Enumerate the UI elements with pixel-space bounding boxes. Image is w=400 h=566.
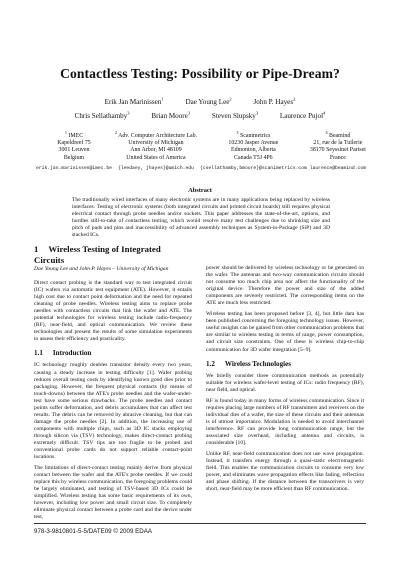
- section-authors: Dae Young Lee and John P. Hayes – University of Michigan: [34, 266, 169, 272]
- affiliations: [36, 129, 366, 172]
- section-heading: 1 Wireless Testing of Integrated Circuits: [34, 244, 161, 265]
- affiliation-block: $^3$ Scanimetrics 10230 Jasper Avenue Edmonton, Alberta Canada T5J 4P6 {csellathamby,bmoore}@scanimetrics.com: [199, 130, 307, 171]
- author-name: Dae Young Lee$^2$: [185, 97, 232, 107]
- author-email: {leedaey, jhayes}@umich.edu: [117, 165, 194, 171]
- author-email: {csellathamby,bmoore}@scanimetrics.com: [199, 165, 307, 171]
- author-email: erik.jan.marinissen@imec.be: [36, 165, 112, 171]
- affiliation-block: $^4$ Beamind 21, rue de la Tuilerie 38170 Seyssinet Pariset France laurence@beamind.com: [309, 130, 366, 171]
- author-name: Brian Moore$^3$: [151, 111, 191, 121]
- body-paragraph: We briefly consider three communication methods as potentially suitable for wireless wafer-level testing of ICs: radio frequency (RF), near field, and optical.: [206, 372, 364, 393]
- author-name: Laurence Pujol$^4$: [279, 111, 326, 121]
- body-paragraph: power should be delivered by wireless technology or be generated on the wafer. The antennas and two-way communication circuits should not consume too much chip area nor affect the functionality of the original device. Therefore the power and size of the added components are severely restricted. The corresponding items on the ATE are much less restricted.: [206, 265, 364, 307]
- body-paragraph: RF is found today in many forms of wireless communication. Since it requires placing large numbers of RF transmitters and receivers on the individual dies of a wafer, the size of these circuits and their antennas is of utmost importance. Modulation is needed to avoid interchannel interference. RF can provide long communication range, but the associated size overhead, including antenna and circuits, is considerable [10].: [206, 397, 364, 446]
- copyright-footer: 978-3-9810801-5-5/DATE09 © 2009 EDAA: [34, 528, 152, 535]
- body-paragraph: The limitations of direct-contact testing mainly derive from physical contact between the wafer and the ATE's probe needles. If we could replace this by wireless communication, the foregoing problems could be largely eliminated, and testing of TSV-based 3D ICs could be simplified. Wireless testing has some basic requirements of its own, however, including low power and small circuit size. To completely eliminate physical contact between a probe card and the device under test,: [34, 465, 192, 521]
- author-name: John P. Hayes$^2$: [253, 97, 296, 107]
- affiliation-block: $^1$ IMEC Kapeldreef 75 3001 Leuven Belgium erik.jan.marinissen@imec.be: [36, 130, 112, 171]
- body-paragraph: Wireless testing has been proposed before [3, 4], but little data has been published concerning the foregoing technology issues. However, useful insights can be gained from other communication problems that are similar to wireless testing in terms of range, power consumption, and circuit size constraints. One of these is wireless chip-to-chip communication for 3D wafer integration [5–9].: [206, 311, 364, 353]
- body-paragraph: Unlike RF, near-field communication does not use wave propagation. Instead, it transfers energy through a quasi-static electromagnetic field. This enables the communication circuits to consume very low power, and eliminates wave propagation effects like fading, reflection and phase shifting. If the distance between the transceivers is very short, near-field may be more efficient than RF communication.: [206, 451, 364, 493]
- author-list-line2: [0, 111, 400, 120]
- subsection-heading: 1.2 Wireless Technologies: [206, 359, 292, 368]
- author-name: Steven Slupsky$^3$: [211, 111, 259, 121]
- author-email: laurence@beamind.com: [309, 165, 366, 171]
- footer-divider: [34, 523, 366, 524]
- abstract-text: The traditionally wired interfaces of many electronic systems are in many applications being replaced by wireless interfaces. Testing of electronic systems (both integrated circuits and printed circuit boards) still requires physical electrical contact through probe needles and/or sockets. This paper addresses the state-of-the-art, options, and hurdles still-to-take of contactless testing, which would resolve many test challenges due to shrinking size and pitch of pads and pins and inaccessibility of advanced assembly techniques as System-in-Package (SiP) and 3D stacked ICs.: [72, 197, 330, 239]
- intro-paragraph: Direct contact probing is the standard way to test integrated circuit (IC) wafers via automatic test equipment (ATE). However, it entails high cost due to contact point deformation and the need for repeated cleaning of probe needles. Wireless testing aims to replace probe needles with contactless circuits that link the wafer and ATE. The potential technologies for wireless testing include radio-frequency (RF), near-field, and optical communication. We review these technologies and present the results of some simulation experiments to assess their efficiency and practicality.: [34, 280, 192, 343]
- right-column: [206, 265, 364, 497]
- body-paragraph: IC technology roughly doubles transistor density every two years, causing a steady increase in testing difficulty [1]. Wafer probing reduces overall testing costs by identifying known good dies prior to packaging. However, the frequent physical contacts (by means of touch-downs) between the ATE's probe needles and the wafer-under-test have some serious drawbacks. The probe needles and contact points suffer deformation, and debris accumulates that can affect test results. The debris can be removed by abrasive cleaning, but that can damage the probe needles [2]. In addition, the increasing use of components with multiple chips, such as 3D IC stacks employing through silicon via (TSV) technology, makes direct-contact probing extremely difficult. TSV tips are too fragile to be probed and conventional probe cards do not support reliable contact-point locations.: [34, 362, 192, 461]
- paper-title: Contactless Testing: Possibility or Pipe-Dream?: [60, 66, 340, 81]
- left-column: [34, 244, 192, 526]
- affiliation-block: $^2$ Adv. Computer Architecture Lab. University of Michigan Ann Arbor, MI 48109 United States of America {leedaey, jhayes}@umich.edu: [114, 130, 198, 171]
- author-name: Chris Sellathamby$^3$: [74, 111, 130, 121]
- abstract-heading: Abstract: [188, 187, 212, 194]
- author-name: Erik Jan Marinissen$^1$: [104, 97, 164, 107]
- subsection-heading: 1.1 Introduction: [34, 349, 92, 358]
- author-list-line1: [0, 97, 400, 106]
